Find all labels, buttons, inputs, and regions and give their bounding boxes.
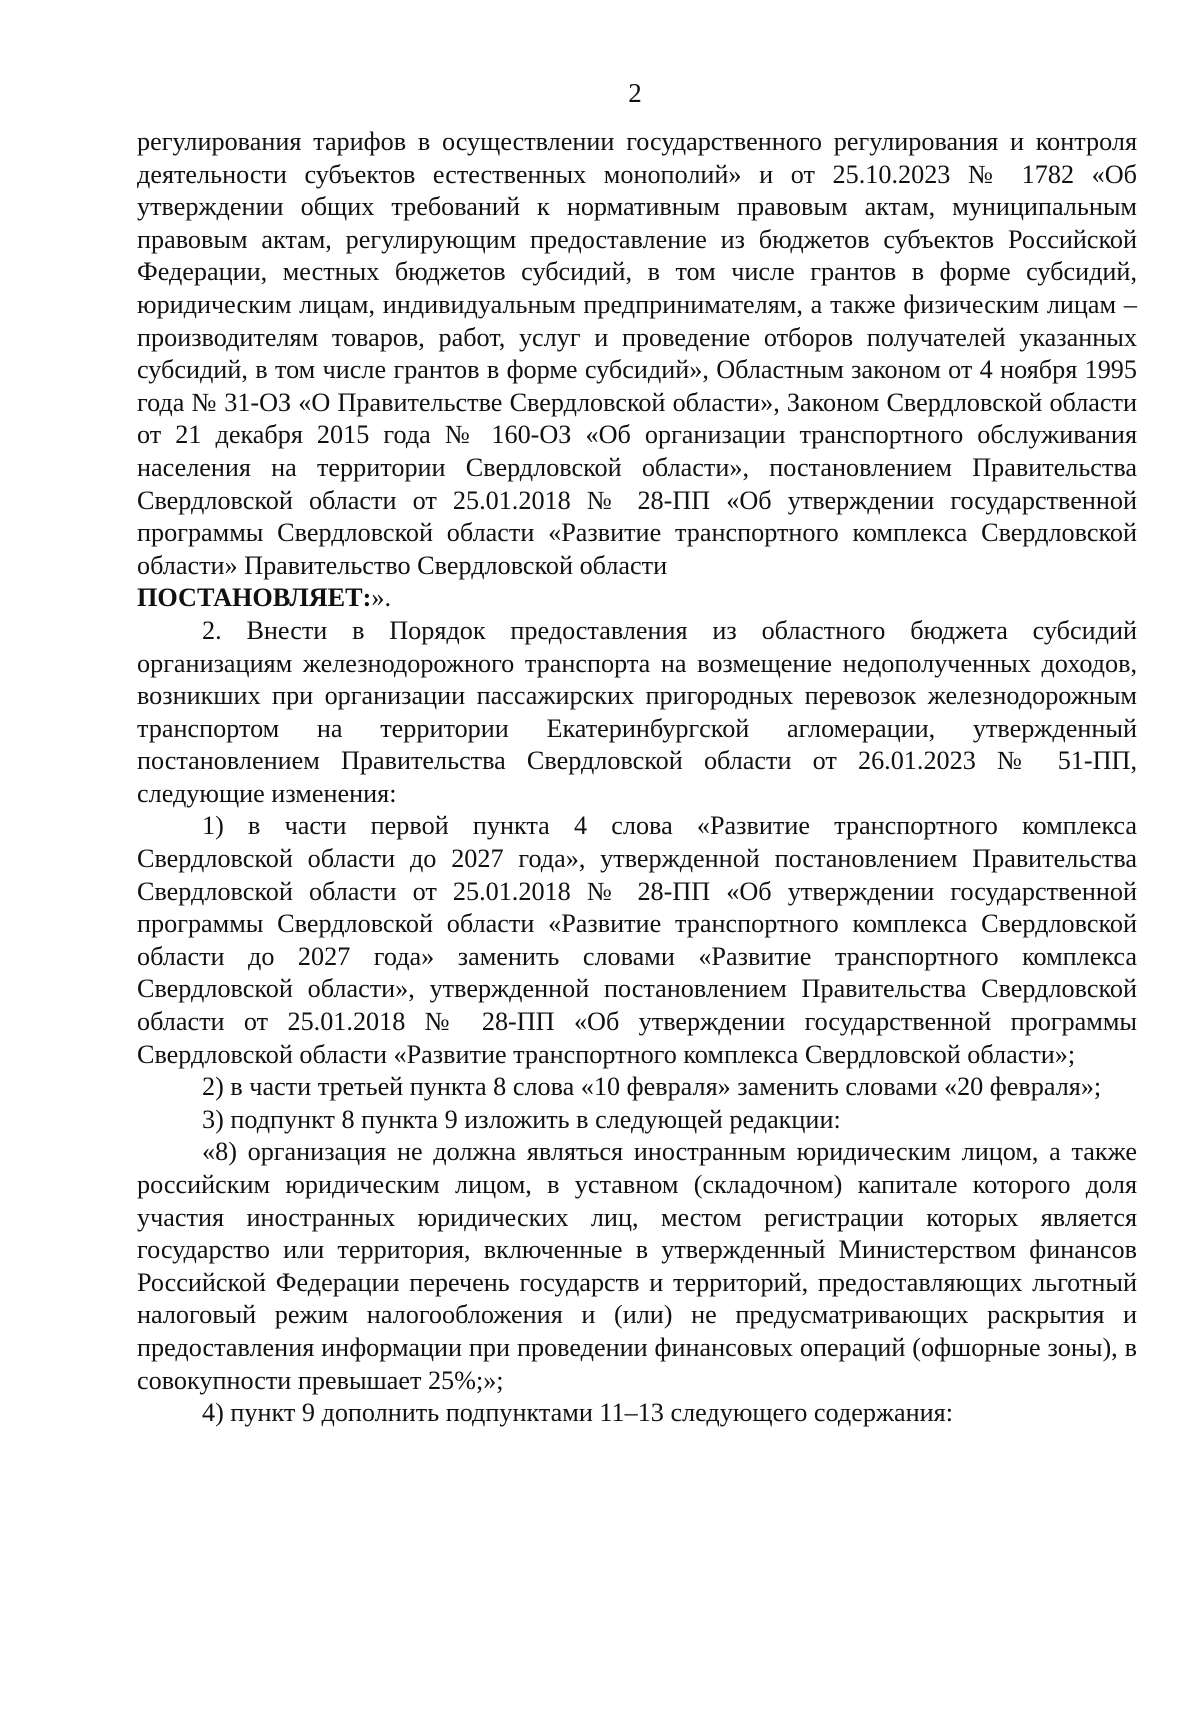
decree-tail: ». <box>371 583 391 613</box>
paragraph-decree <box>137 582 1137 615</box>
document-body <box>137 126 1137 1430</box>
page-number: 2 <box>628 78 642 108</box>
paragraph-subitem-3: 3) подпункт 8 пункта 9 изложить в следующей редакции: <box>202 1104 841 1134</box>
paragraph-subitem-4: 4) пункт 9 дополнить подпунктами 11–13 следующего содержания: <box>202 1398 953 1428</box>
decree-word: ПОСТАНОВЛЯЕТ: <box>137 583 372 613</box>
paragraph-subitem-1: 1) в части первой пункта 4 слова «Развитие транспортного комплекса Свердловской области до 2027 года», утвержденной постановлением Правительства Свердловской области от 25.01.2018 № 28-ПП «Об утверждении государственной программы Свердловской области «Развитие транспортного комплекса Свердловской области до 2027 года» заменить словами «Развитие транспортного комплекса Свердловской области», утвержденной постановлением Правительства Свердловской области от 25.01.2018 № 28-ПП «Об утверждении государственной программы Свердловской области «Развитие транспортного комплекса Свердловской области»; <box>137 811 1137 1069</box>
paragraph-subitem-3-quote: «8) организация не должна являться иностранным юридическим лицом, а также российским юридическим лицом, в уставном (складочном) капитале которого доля участия иностранных юридических лиц, местом регистрации которых является государство или территория, включенные в утвержденный Министерством финансов Российской Федерации перечень государств и территорий, предоставляющих льготный налоговый режим налогообложения и (или) не предусматривающих раскрытия и предоставления информации при проведении финансовых операций (офшорные зоны), в совокупности превышает 25%;»; <box>137 1137 1137 1395</box>
paragraph-intro: регулирования тарифов в осуществлении государственного регулирования и контроля деятельности субъектов естественных монополий» и от 25.10.2023 № 1782 «Об утверждении общих требований к нормативным правовым актам, муниципальным правовым актам, регулирующим предоставление из бюджетов субъектов Российской Федерации, местных бюджетов субсидий, в том числе грантов в форме субсидий, юридическим лицам, индивидуальным предпринимателям, а также физическим лицам – производителям товаров, работ, услуг и проведение отборов получателей указанных субсидий, в том числе грантов в форме субсидий», Областным законом от 4 ноября 1995 года № 31-ОЗ «О Правительстве Свердловской области», Законом Свердловской области от 21 декабря 2015 года № 160-ОЗ «Об организации транспортного обслуживания населения на территории Свердловской области», постановлением Правительства Свердловской области от 25.01.2018 № 28-ПП «Об утверждении государственной программы Свердловской области «Развитие транспортного комплекса Свердловской области» Правительство Свердловской области <box>137 127 1137 580</box>
paragraph-subitem-2: 2) в части третьей пункта 8 слова «10 февраля» заменить словами «20 февраля»; <box>202 1072 1102 1102</box>
paragraph-item-2: 2. Внести в Порядок предоставления из областного бюджета субсидий организациям железнодорожного транспорта на возмещение недополученных доходов, возникших при организации пассажирских пригородных перевозок железнодорожным транспортом на территории Екатеринбургской агломерации, утвержденный постановлением Правительства Свердловской области от 26.01.2023 № 51-ПП, следующие изменения: <box>137 615 1137 808</box>
